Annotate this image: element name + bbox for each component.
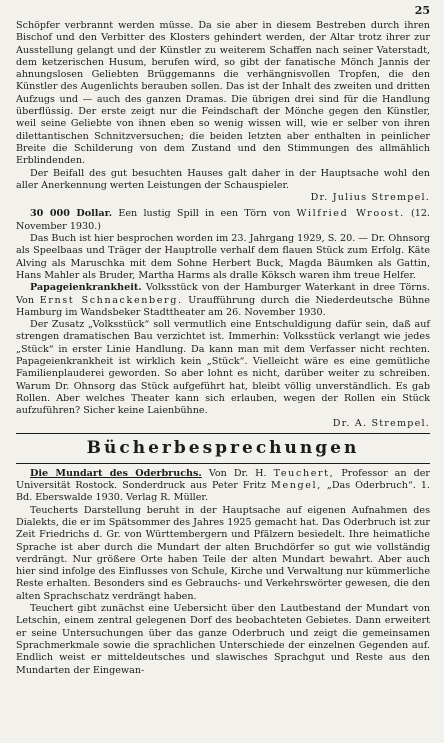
book-title: Die Mundart des Oderbruchs. — [30, 467, 202, 479]
review-signature: Dr. Julius Strempel. — [310, 192, 430, 204]
book-affiliation: Professor an der Universität Rostock. Sonderdruck aus Peter Fritz — [16, 467, 430, 492]
theater-review-brueggemann — [16, 20, 430, 204]
book-publication: „Das Oderbruch“. 1. Bd. Eberswalde 1930. Verlag R. Müller. — [16, 480, 430, 504]
page-number: 25 — [414, 4, 430, 17]
theater-review-papageienkrankheit — [16, 282, 430, 430]
book-paragraph: Teucherts Darstellung beruht in der Hauptsache auf eigenen Aufnahmen des Dialekts, die er im Spätsommer des Jahres 1925 gemacht hat. Das Oderbruch ist zur Zeit Friedrichs d. Gr. von Württembergern und Pfälzern besiedelt. Ihre heimatliche Sprache ist aber durch die Mundart der alten Bruchdörfer so gut wie vollständig verdrängt. Nur größere Orte haben Teile der alten Mundart bewahrt. Aber auch hier sind infolge des Einflusses von Schule, Kirche und Verwaltung nur kümmerliche Reste erhalten. Besonders sind es Gebrauchs- und Verkehrswörter gewesen, die den alten Sprachschatz verdrängt haben. — [16, 504, 430, 602]
review-critique: Der Zusatz „Volksstück“ soll vermutlich eine Entschuldigung dafür sein, daß auf strengen dramatischen Bau verzichtet ist. Immerhin: Volksstück verlangt wie jedes „Stück“ in erster Linie Handlung. Da kann man mit dem Verfasser nicht rechten. Papageienkrankheit ist wirklich kein „Stück“. Vielleicht wäre es eine gemütliche Familienplauderei geworden. So aber lohnt es nicht, darüber weiter zu schreiben. Warum Dr. Ohnsorg das Stück aufgeführt hat, bleibt völlig unverständlich. Es gab Rollen. Aber welches Theater kann sich erlauben, wegen der Rollen ein Stück aufzuführen? Sicher keine Laienbühne. — [16, 319, 430, 417]
theater-review-30000-dollar — [16, 208, 430, 282]
book-intro: Von Dr. H. — [208, 467, 267, 479]
book-header — [16, 468, 430, 505]
review-author: Ernst Schnackenberg. — [39, 294, 183, 306]
review-signature: Dr. A. Strempel. — [332, 417, 430, 429]
review-body: Das Buch ist hier besprochen worden im 23. Jahrgang 1929, S. 20. — Dr. Ohnsorg als Speelbaas und Träger der Hauptrolle verhalf dem flauen Stück zum Erfolg. Käte Alving als Maruschka mit dem Sohne Herbert Buck, Magda Bäumken als Gattin, Hans Mahler als Bruder, Martha Harms als dralle Köksch waren ihm treue Helfer. — [16, 233, 430, 281]
book-editor: Mengel, — [271, 480, 322, 492]
review-intro: Een lustig Spill in een Törn von — [118, 208, 291, 220]
review-header — [16, 208, 430, 233]
book-author: Teuchert, — [273, 467, 335, 479]
review-closing: Der Beifall des gut besuchten Hauses galt daher in der Hauptsache wohl den aller Anerkennung werten Leistungen der Schauspieler. — [16, 167, 430, 191]
review-intro: Volksstück von der Hamburger Waterkant in dree Törns. Von — [16, 282, 430, 306]
review-title: Papageienkrankheit. — [30, 282, 142, 294]
review-header — [16, 282, 430, 319]
review-date: (12. November 1930.) — [16, 208, 430, 232]
section-heading: Bücherbesprechungen — [16, 433, 430, 464]
text-column — [16, 20, 430, 677]
review-author: Wilfried Wroost. — [296, 208, 405, 220]
review-title: 30 000 Dollar. — [30, 208, 113, 220]
review-premiere: Uraufführung durch die Niederdeutsche Bühne Hamburg im Wandsbeker Stadttheater am 26. November 1930. — [16, 294, 430, 318]
review-body: Schöpfer verbrannt werden müsse. Da sie aber in diesem Bestreben durch ihren Bischof und den Verbitter des Klosters gehindert werden, der Altar trotz ihrer zur Ausstellung gelangt und der Künstler zu weiterem Schaffen nach seiner Vaterstadt, dem ketzerischen Husum, berufen wird, so gibt der fanatische Mönch Jannis der ahnungslosen Geliebten Brüggemanns die verhängnisvollen Tropfen, die den Künstler des Augenlichts berauben sollen. Das ist der Inhalt des zweiten und dritten Aufzugs und — auch des ganzen Dramas. Die übrigen drei sind für die Handlung überflüssig. Der erste zeigt nur die Feindschaft der Mönche gegen den Künstler, weil seine Geliebte von ihnen eben so wenig wissen will, wie er selber von ihren dilettantischen Schnitzversuchen; die beiden letzten aber enthalten in peinlicher Breite die Schilderung von dem Zustand und den Stimmungen des allmählich Erblindenden. — [16, 20, 430, 167]
book-review-oderbruch — [16, 468, 430, 677]
book-paragraph: Teuchert gibt zunächst eine Uebersicht über den Lautbestand der Mundart von Letschin, einem zentral gelegenen Dorf des beobachteten Gebietes. Dann erweitert er seine Untersuchungen über das ganze Oderbruch und zeigt die gemeinsamen Sprachmerkmale sowie die sprachlichen Unterschiede der einzelnen Gegenden auf. Endlich weist er mitteldeutsches und slawisches Sprachgut und Reste aus den Mundarten der Eingewan- — [16, 603, 430, 676]
